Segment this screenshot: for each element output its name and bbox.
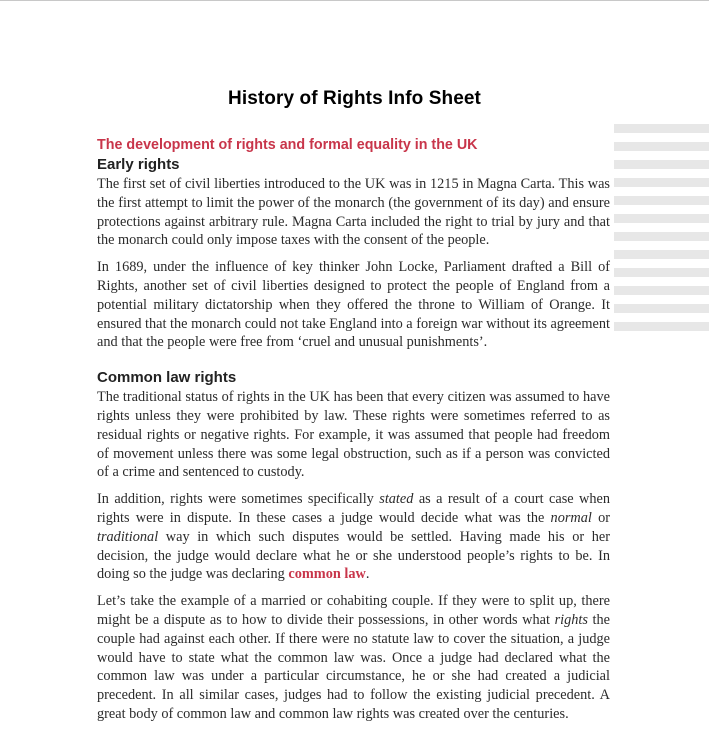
paragraph-magna-carta: The first set of civil liberties introduced to the UK was in 1215 in Magna Carta. This was the first attempt to limit the power of the monarch (the government of its day) and ensure protections against arbitrary rule. Magna Carta included the right to trial by jury and that the monarch could only impose taxes with the consent of the people. [97,176,610,249]
bleed-through-text [614,124,709,724]
paragraph-couple-example: Let’s take the example of a married or cohabiting couple. If they were to split up, there might be a dispute as to how to divide their possessions, in other words what rights the couple had against each other. If there were no statute law to cover the situation, a judge would have to state what the common law was. Once a judge had declared what the common law was under a particular circumstance, he or she had created a judicial precedent. In all similar cases, judges had to follow the existing judicial precedent. A great body of common law and common law rights was created over the centuries. [97,593,611,722]
paragraph-bill-of-rights: In 1689, under the influence of key thinker John Locke, Parliament drafted a Bill of Rights, another set of civil liberties designed to protect the people of England from a potential military dictatorship when they offered the throne to William of Orange. It ensured that the monarch could not take England into a foreign war without its agreement and that the people were free from ‘cruel and unusual punishments’. [97,259,610,351]
paragraph-residual-rights: The traditional status of rights in the UK has been that every citizen was assumed to have rights unless they were prohibited by law. These rights were sometimes referred to as residual rights or negative rights. For example, it was assumed that people had freedom of movement unless there was some legal obstruction, such as if a person was convicted of a crime and sentenced to custody. [97,389,610,481]
section-title: The development of rights and formal equality in the UK [97,137,478,153]
keyword-common-law: common law [288,566,366,583]
top-border [0,0,709,1]
subheading-common-law-rights: Common law rights [97,369,237,387]
paragraph-court-cases: In addition, rights were sometimes specifically stated as a result of a court case when rights were in dispute. In these cases a judge would decide what was the normal or traditional way in which such disputes would be settled. Having made his or her decision, the judge would declare what he or she understood people’s rights to be. In doing so the judge was declaring common law. [97,491,610,583]
info-sheet-body [97,136,610,732]
subheading-early-rights: Early rights [97,156,180,173]
page-title: History of Rights Info Sheet [228,88,481,109]
